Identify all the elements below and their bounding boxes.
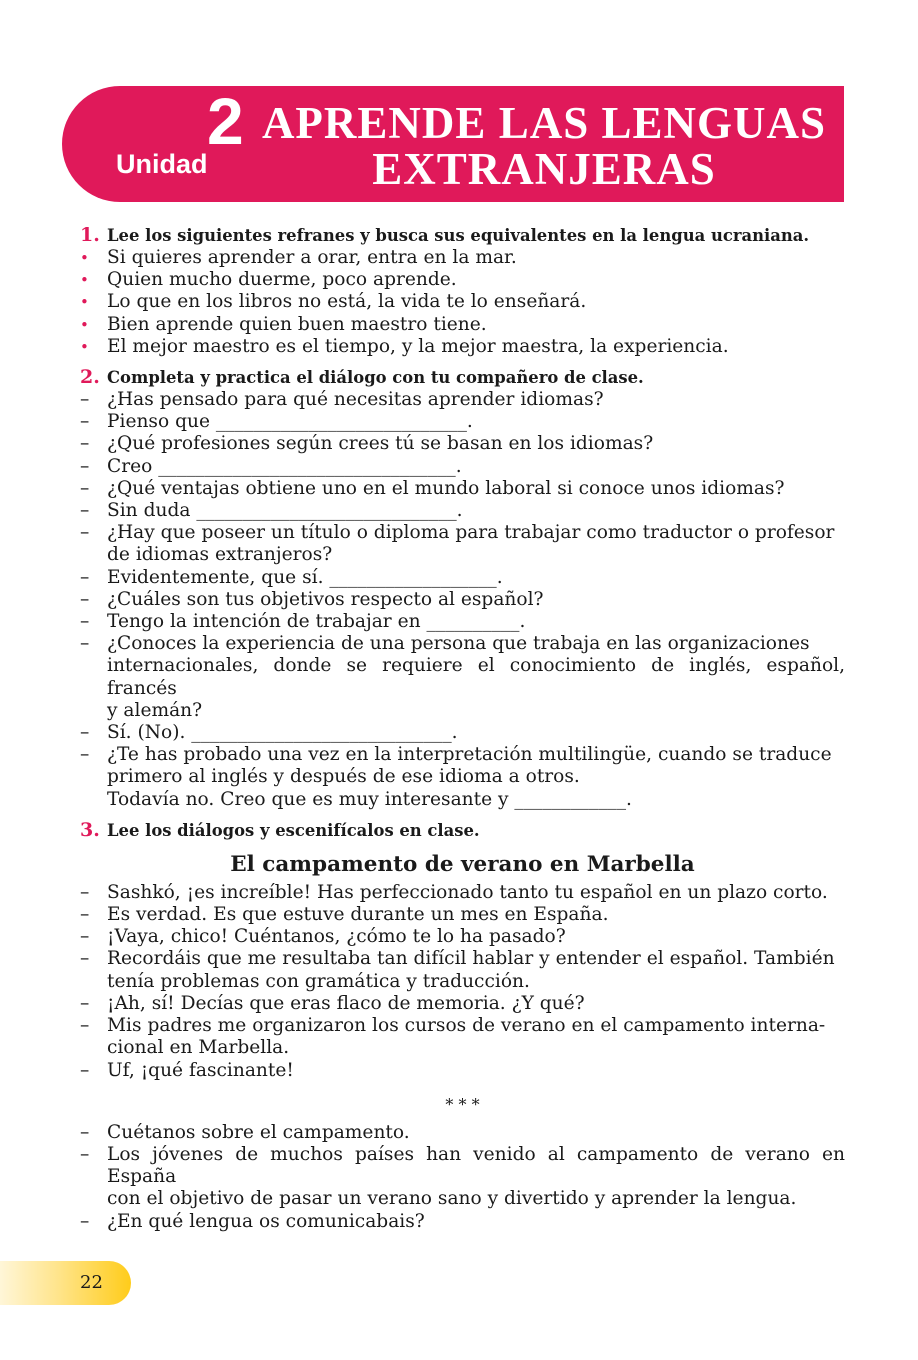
dash-marker: – xyxy=(80,881,90,903)
dialog-text xyxy=(107,1015,845,1059)
dialog-text-line: Creo ________________________________. xyxy=(107,455,462,477)
bullet-icon: • xyxy=(80,293,89,312)
dialog-text xyxy=(107,611,845,633)
dialog-text-line: cional en Marbella. xyxy=(107,1037,290,1059)
dialog-text-line: ¡Ah, sí! Decías que eras flaco de memoria. ¿Y qué? xyxy=(107,992,585,1014)
dialog-text-line: Tengo la intención de trabajar en __________. xyxy=(107,611,526,633)
dialog-line xyxy=(80,948,845,992)
dialog-title: El campamento de verano en Marbella xyxy=(230,851,695,877)
dialog-list xyxy=(80,882,845,1082)
dash-marker: – xyxy=(80,588,90,610)
unit-title-line: APRENDE LAS LENGUAS xyxy=(261,98,827,148)
dash-marker: – xyxy=(80,1015,90,1037)
dialog-text xyxy=(107,456,845,478)
dash-marker: – xyxy=(80,611,90,633)
dialog-text-line: ¿Conoces la experiencia de una persona que trabaja en las organizaciones xyxy=(107,633,810,655)
dialog-text xyxy=(107,926,845,948)
dash-marker: – xyxy=(80,411,90,433)
dash-marker: – xyxy=(80,500,90,522)
dialog-text-line: Sin duda ____________________________. xyxy=(107,500,463,522)
dash-marker: – xyxy=(80,926,90,948)
dialog-text-line: tenía problemas con gramática y traducción. xyxy=(107,970,530,992)
dialog-text-line: Recordáis que me resultaba tan difícil hablar y entender el español. También xyxy=(107,948,835,970)
dialog-text-line: Evidentemente, que sí. __________________. xyxy=(107,566,503,588)
dialog-text-line: ¿Te has probado una vez en la interpretación multilingüe, cuando se traduce xyxy=(107,744,832,766)
dialog-text-line: Sashkó, ¡es increíble! Has perfeccionado tanto tu español en un plazo corto. xyxy=(107,881,828,903)
dash-marker: – xyxy=(80,1210,90,1232)
list-item xyxy=(80,269,845,291)
task-instruction: Lee los siguientes refranes y busca sus equivalentes en la lengua ucraniana. xyxy=(107,226,810,245)
bullet-icon: • xyxy=(80,271,89,290)
dialog-text-line: Pienso que ___________________________. xyxy=(107,411,473,433)
dialog-text-line: ¿Cuáles son tus objetivos respecto al español? xyxy=(107,588,544,610)
dialog-text xyxy=(107,904,845,926)
dialog-text-line: Cuétanos sobre el campamento. xyxy=(107,1121,410,1143)
dialog-line xyxy=(80,882,845,904)
dialog-line xyxy=(80,1122,845,1144)
dialog-line xyxy=(80,522,845,566)
dialog-text-line: Es verdad. Es que estuve durante un mes en España. xyxy=(107,904,609,926)
dash-marker: – xyxy=(80,389,90,411)
task-3-heading xyxy=(80,819,845,842)
dash-marker: – xyxy=(80,522,90,544)
dialog-line xyxy=(80,611,845,633)
dialog-line xyxy=(80,567,845,589)
list-item-text: El mejor maestro es el tiempo, y la mejor maestra, la experiencia. xyxy=(107,335,729,357)
unit-title-line: EXTRANJERAS xyxy=(372,144,716,194)
list-item-text: Quien mucho duerme, poco aprende. xyxy=(107,269,457,291)
list-item xyxy=(80,314,845,336)
dash-marker: – xyxy=(80,722,90,744)
dash-marker: – xyxy=(80,477,90,499)
dialog-text-line: de idiomas extranjeros? xyxy=(107,544,333,566)
dialog-text xyxy=(107,882,845,904)
dialog-line xyxy=(80,1144,845,1211)
dialog-line xyxy=(80,722,845,744)
dash-marker: – xyxy=(80,433,90,455)
dialog-line xyxy=(80,904,845,926)
section-separator: * * * xyxy=(445,1094,480,1114)
proverb-list xyxy=(80,247,845,358)
dialog-line xyxy=(80,433,845,455)
dialog-text xyxy=(107,1060,845,1082)
dialog-line xyxy=(80,993,845,1015)
page-content xyxy=(80,224,845,1233)
dash-marker: – xyxy=(80,633,90,655)
dialog-text xyxy=(107,522,845,566)
bullet-icon: • xyxy=(80,337,89,356)
dialog-text-line: ¿Has pensado para qué necesitas aprender idiomas? xyxy=(107,389,604,411)
task-2-heading xyxy=(80,366,845,389)
dialog-line xyxy=(80,589,845,611)
task-number: 1. xyxy=(80,224,100,246)
dialog-text xyxy=(107,389,845,411)
dialog-text xyxy=(107,993,845,1015)
dialog-text xyxy=(107,744,845,811)
dialog-text-line: con el objetivo de pasar un verano sano y divertido y aprender la lengua. xyxy=(107,1188,797,1210)
dialog-text-line: Los jóvenes de muchos países han venido al campamento de verano en España xyxy=(107,1143,845,1188)
dash-marker: – xyxy=(80,744,90,766)
dash-marker: – xyxy=(80,455,90,477)
task-instruction: Lee los diálogos y escenifícalos en clase. xyxy=(107,820,480,840)
unit-header xyxy=(62,86,844,202)
dialog-text-line: ¿Qué ventajas obtiene uno en el mundo laboral si conoce unos idiomas? xyxy=(107,477,785,499)
page-number: 22 xyxy=(80,1272,103,1293)
task-1-heading xyxy=(80,224,845,247)
unit-label: Unidad xyxy=(116,149,208,179)
list-item-text: Bien aprende quien buen maestro tiene. xyxy=(107,313,487,335)
dialog-text xyxy=(107,948,845,992)
dialog-line xyxy=(80,744,845,811)
list-item xyxy=(80,336,845,358)
dialog-text-line: Sí. (No). ____________________________. xyxy=(107,722,458,744)
dialog-line xyxy=(80,389,845,411)
list-item-text: Lo que en los libros no está, la vida te lo enseñará. xyxy=(107,291,587,313)
dialog-text-line: y alemán? xyxy=(107,699,203,721)
dash-marker: – xyxy=(80,566,90,588)
dialog-text xyxy=(107,1122,845,1144)
dialog-text-line: ¡Vaya, chico! Cuéntanos, ¿cómo te lo ha pasado? xyxy=(107,926,566,948)
dialog-list xyxy=(80,389,845,811)
page-number-tab xyxy=(0,1261,131,1305)
task-number: 2. xyxy=(80,366,100,389)
dialog-line xyxy=(80,633,845,722)
dialog-text-line: internacionales, donde se requiere el conocimiento de inglés, español, francés xyxy=(107,655,845,699)
dialog-text xyxy=(107,722,845,744)
dialog-line xyxy=(80,1211,845,1233)
dash-marker: – xyxy=(80,992,90,1014)
dialog-text-line: primero al inglés y después de ese idioma a otros. xyxy=(107,766,580,788)
bullet-icon: • xyxy=(80,249,89,267)
dialog-text-line: Todavía no. Creo que es muy interesante y ____________. xyxy=(107,788,632,810)
task-number: 3. xyxy=(80,818,100,841)
dialog-text-line: ¿Qué profesiones según crees tú se basan en los idiomas? xyxy=(107,433,654,455)
dash-marker: – xyxy=(80,904,90,926)
list-item-text: Si quieres aprender a orar, entra en la mar. xyxy=(107,247,517,268)
dialog-text xyxy=(107,478,845,500)
dialog-list xyxy=(80,1122,845,1233)
dialog-text-line: ¿En qué lengua os comunicabais? xyxy=(107,1210,425,1232)
dialog-text xyxy=(107,567,845,589)
dash-marker: – xyxy=(80,948,90,970)
dialog-text-line: Uf, ¡qué fascinante! xyxy=(107,1059,294,1081)
dialog-line xyxy=(80,1060,845,1082)
list-item xyxy=(80,291,845,313)
dialog-line xyxy=(80,411,845,433)
dialog-text xyxy=(107,589,845,611)
bullet-icon: • xyxy=(80,315,89,334)
dialog-text-line: ¿Hay que poseer un título o diploma para trabajar como traductor o profesor xyxy=(107,522,835,544)
dialog-line xyxy=(80,926,845,948)
task-instruction: Completa y practica el diálogo con tu compañero de clase. xyxy=(107,368,644,388)
unit-title xyxy=(252,100,836,192)
dialog-text xyxy=(107,1144,845,1211)
dash-marker: – xyxy=(80,1059,90,1081)
unit-number: 2 xyxy=(207,84,244,158)
dialog-text xyxy=(107,411,845,433)
dialog-text xyxy=(107,433,845,455)
dialog-text xyxy=(107,1211,845,1233)
dialog-line xyxy=(80,456,845,478)
dialog-text-line: Mis padres me organizaron los cursos de verano en el campamento interna- xyxy=(107,1015,826,1037)
list-item xyxy=(80,247,845,269)
dash-marker: – xyxy=(80,1121,90,1143)
dialog-line xyxy=(80,478,845,500)
dialog-text xyxy=(107,633,845,722)
dialog-line xyxy=(80,1015,845,1059)
dash-marker: – xyxy=(80,1143,90,1165)
dialog-text xyxy=(107,500,845,522)
dialog-line xyxy=(80,500,845,522)
